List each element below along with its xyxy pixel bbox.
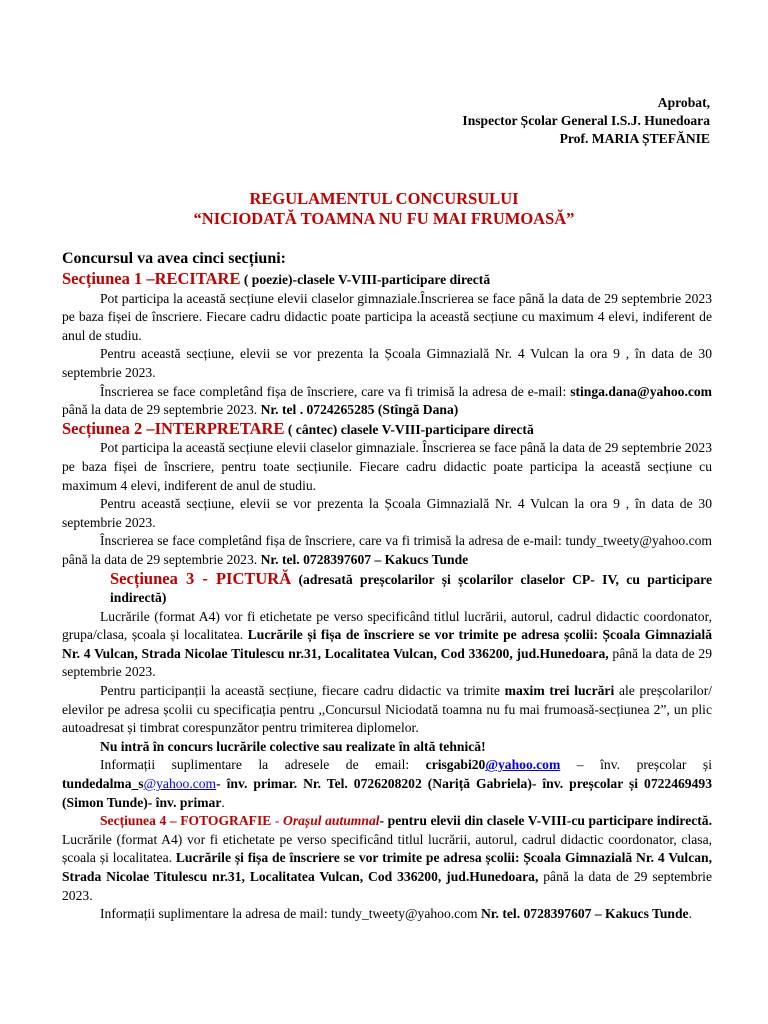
section-2-name: Secțiunea 2 –INTERPRETARE xyxy=(62,418,285,438)
section-4-p1-text: Lucrările (format A4) vor fi etichetate pe verso specificând titlul lucrării, autorul, cadrul didactic coordonator, clasa, școala și localitatea. xyxy=(62,831,712,866)
section-1-name: Secțiunea 1 –RECITARE xyxy=(62,269,241,288)
section-3-p2-text: Pentru participanții la această secțiune, fiecare cadru didactic va trimite xyxy=(100,683,505,699)
section-4-theme: Orașul autumnal xyxy=(283,813,380,829)
section-3-heading xyxy=(62,570,712,608)
regulation-body xyxy=(62,249,712,924)
section-4-name: Secțiunea 4 – FOTOGRAFIE xyxy=(100,813,272,829)
section-1-phone: Nr. tel . 0724265285 (Stîngă Dana) xyxy=(260,402,459,418)
section-4-paragraph-1 xyxy=(62,812,712,905)
section-4-desc: - pentru elevii din clasele V-VIII-cu participare indirectă. xyxy=(379,813,712,829)
section-3-email-1-user: crisgabi20 xyxy=(425,757,486,773)
section-3-email-2-user: tundedalma_s xyxy=(62,776,144,792)
section-4-sep: - xyxy=(271,813,284,829)
title-line-2: “NICIODATĂ TOAMNA NU FU MAI FRUMOASĂ” xyxy=(193,209,575,228)
section-2-paragraph-1: Pot participa la această secțiune elevii claselor gimnaziale. Înscrierea se face până la data de 29 septembrie 2023 pe baza fișei de înscriere, pentru toate secțiunile. Fiecare cadru didactic poate participa la această secțiune cu maximum 4 elevi, indiferent de anul de studiu. xyxy=(62,440,712,493)
approval-line-1: Aprobat, xyxy=(657,95,710,110)
title-line-1: REGULAMENTUL CONCURSULUI xyxy=(249,189,519,208)
section-1-email: stinga.dana@yahoo.com xyxy=(570,383,712,399)
section-2-phone: Nr. tel. 0728397607 – Kakucs Tunde xyxy=(260,551,469,567)
section-3-p2-rest: ale preșcolarilor/ elevilor pe adresa școlii cu specificația pentru ,,Concursul Niciodată toamna nu fu mai frumoasă-secțiunea 2”, un plic autoadresat și timbrat corespunzător pentru trimiterea diplomelor. xyxy=(62,683,712,736)
section-1-paragraph-1: Pot participa la această secțiune elevii claselor gimnaziale.Înscrierea se face până la data de 29 septembrie 2023 pe baza fișei de înscriere. Fiecare cadru didactic poate participa la această secțiune cu maximum 4 elevi, indiferent de anul de studiu. xyxy=(62,290,712,343)
section-2-heading xyxy=(62,420,712,440)
section-3-p3-text: Informații suplimentare la adresele de email: xyxy=(100,757,426,773)
section-3-p3-mid: – înv. preșcolar și xyxy=(560,757,712,773)
section-3-email-1-link[interactable]: @yahoo.com xyxy=(485,757,561,773)
section-3-paragraph-2 xyxy=(62,682,712,738)
section-3-p3-end: . xyxy=(221,794,225,810)
section-4-p2-end: . xyxy=(688,906,692,922)
section-3-email-2-link[interactable]: @yahoo.com xyxy=(143,776,217,792)
section-3-address: Lucrările și fișa de înscriere se vor trimite pe adresa școlii: Școala Gimnazială Nr. 4 Vulcan, Strada Nicolae Titulescu nr.31, Localitatea Vulcan, Cod 336200, jud.Hunedoara, xyxy=(62,627,712,661)
section-3-p3-primary: - înv. primar xyxy=(216,776,294,792)
section-4-phone: Nr. tel. 0728397607 – Kakucs Tunde xyxy=(480,906,689,922)
section-2-paragraph-3 xyxy=(62,532,712,569)
section-4-paragraph-2 xyxy=(62,905,712,924)
section-3-p1-date: până la data de 29 septembrie 2023. xyxy=(62,645,712,680)
section-2-p3-text: Înscrierea se face completând fișa de înscriere, care va fi trimisă la adresa de e-mail: tundy_tweety@yahoo.com până la data de 29 septembrie 2023. xyxy=(62,533,712,567)
section-2-paragraph-2: Pentru această secțiune, elevii se vor prezenta la Școala Gimnazială Nr. 4 Vulcan la ora 9 , în data de 30 septembrie 2023. xyxy=(62,496,712,530)
section-1-p3-date: până la data de 29 septembrie 2023. xyxy=(62,402,261,418)
section-3-paragraph-1 xyxy=(62,608,712,682)
section-1-desc: ( poezie)-clasele V-VIII-participare directă xyxy=(240,272,491,287)
section-4-p1-date: până la data de 29 septembrie 2023. xyxy=(62,869,712,903)
section-3-p1-text: Lucrările (format A4) vor fi etichetate pe verso specificând titlul lucrării, autorul, cadrul didactic coordonator, grupa/clasa, școala și localitatea. xyxy=(62,608,712,643)
approval-block xyxy=(462,94,710,148)
section-1-paragraph-2: Pentru această secțiune, elevii se vor prezenta la Școala Gimnazială Nr. 4 Vulcan la ora 9 , în data de 30 septembrie 2023. xyxy=(62,346,712,380)
section-3-desc: (adresată preșcolarilor și școlarilor claselor CP- IV, cu participare indirectă) xyxy=(110,571,712,606)
section-1-heading xyxy=(62,270,712,290)
section-3-paragraph-3 xyxy=(62,756,712,812)
section-3-phones: . Nr. Tel. 0726208202 (Nariță Gabriela)- înv. preșcolar și 0722469493 (Simon Tunde)- înv. primar xyxy=(62,776,712,810)
section-3-max-works: maxim trei lucrări xyxy=(504,683,615,699)
approval-line-3: Prof. MARIA ȘTEFĂNIE xyxy=(559,131,710,146)
section-3-name: Secțiunea 3 - PICTURĂ xyxy=(110,568,292,588)
section-2-desc: ( cântec) clasele V-VIII-participare directă xyxy=(284,421,534,437)
section-1-p3-text: Înscrierea se face completând fișa de înscriere, care va fi trimisă la adresa de e-mail: xyxy=(100,383,571,399)
approval-line-2: Inspector Școlar General I.S.J. Hunedoara xyxy=(462,113,710,128)
section-4-address: Lucrările și fișa de înscriere se vor trimite pe adresa școlii: Școala Gimnazială Nr. 4 Vulcan, Strada Nicolae Titulescu nr.31, Localitatea Vulcan, Cod 336200, jud.Hunedoara, xyxy=(62,850,712,884)
document-title xyxy=(0,189,768,229)
section-4-p2-text: Informații suplimentare la adresa de mail: tundy_tweety@yahoo.com xyxy=(100,906,481,922)
intro-text: Concursul va avea cinci secțiuni: xyxy=(62,250,286,267)
section-3-note: Nu intră în concurs lucrările colective sau realizate în altă tehnică! xyxy=(100,738,486,754)
section-1-paragraph-3 xyxy=(62,383,712,420)
